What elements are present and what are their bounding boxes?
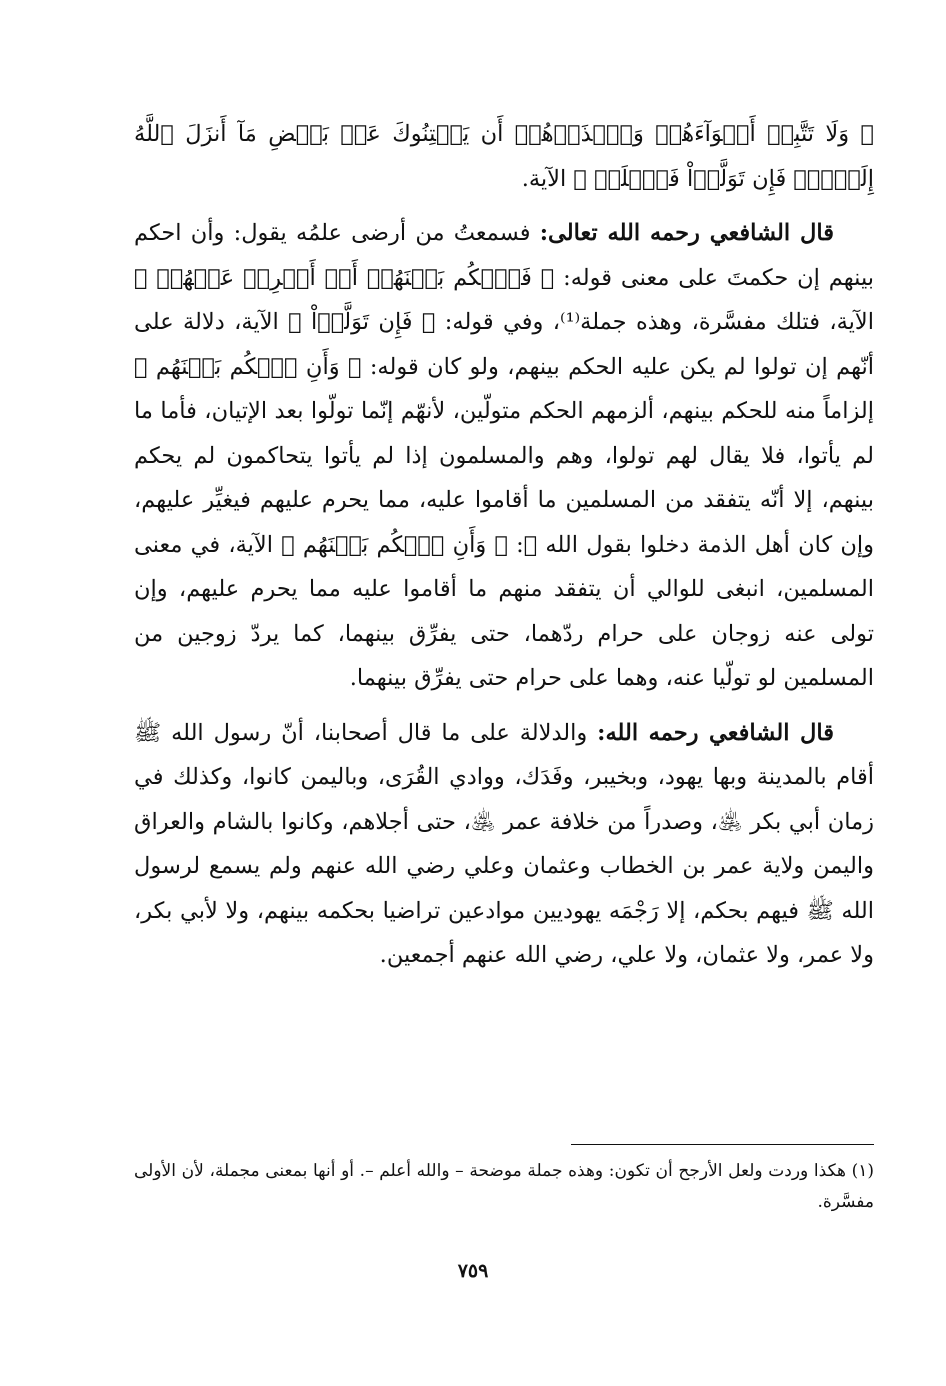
- page-number: ٧٥٩: [457, 1260, 489, 1282]
- paragraph-shafii-1: [134, 211, 874, 701]
- quran-verse: [134, 112, 874, 201]
- footnote: [134, 1156, 874, 1218]
- footnote-marker: (١): [851, 1161, 874, 1181]
- footnote-divider: [571, 1144, 874, 1145]
- paragraph-shafii-2: [134, 711, 874, 978]
- paragraph-text: والدلالة على ما قال أصحابنا، أنّ رسول الله ﷺ أقام بالمدينة وبها يهود، وبخيبر، وفَدَك، ووادي القُرَى، وباليمن كانوا، وكذلك في زمان أبي بكر ﵁، وصدراً من خلافة عمر ﵁، حتى أجلاهم، وكانوا بالشام والعراق واليمن ولاية عمر بن الخطاب وعثمان وعلي رضي الله عنهم ولم يسمع لرسول الله ﷺ فيهم بحكم، إلا رَجْمَه يهوديين موادعين تراضيا بحكمه بينهم، ولا لأبي بكر، ولا عمر، ولا عثمان، ولا علي، رضي الله عنهم أجمعين.: [134, 719, 874, 968]
- paragraph-text: فسمعتُ من أرضى علمُه يقول: وأن احكم بينهم إن حكمتَ على معنى قوله: ﴿ فَٱحۡكُم بَيۡنَهُمۡ أَوۡ أَعۡرِضۡ عَنۡهُمۡ ﴾ الآية، فتلك مفسَّرة، وهذه جملة⁽¹⁾، وفي قوله: ﴿ فَإِن تَوَلَّوۡاْ ﴾ الآية، دلالة على أنّهم إن تولوا لم يكن عليه الحكم بينهم، ولو كان قوله: ﴿ وَأَنِ ٱحۡكُم بَيۡنَهُم ﴾ إلزاماً منه للحكم بينهم، ألزمهم الحكم متولّين، لأنهّم إنّما تولّوا بعد الإتيان، فأما ما لم يأتوا، فلا يقال لهم تولوا، وهم والمسلمون إذا لم يأتوا يتحاكمون لم يحكم بينهم، إلا أنّه يتفقد من المسلمين ما أقاموا عليه، مما يحرم عليهم فيغيِّر عليهم، وإن كان أهل الذمة دخلوا بقول الله ﷻ: ﴿ وَأَنِ ٱحۡكُم بَيۡنَهُم ﴾ الآية، في معنى المسلمين، انبغى للوالي أن يتفقد منهم ما أقاموا عليه مما يحرم عليهم، وإن تولى عنه زوجان على حرام ردّهما، حتى يفرِّق بينهما، كما يردّ زوجين من المسلمين لو تولّيا عنه، وهما على حرام حتى يفرِّق بينهما.: [134, 220, 874, 691]
- verse-text: ﴿ وَلَا تَتَّبِعۡ أَهۡوَآءَهُمۡ وَٱحۡذَرۡهُمۡ أَن يَفۡتِنُوكَ عَنۢ بَعۡضِ مَآ أَنزَلَ ٱللَّهُ إِلَيۡكَۖ فَإِن تَوَلَّوۡاْ فَٱعۡلَمۡ ﴾ الآية.: [134, 121, 874, 192]
- page-body: [134, 112, 874, 988]
- footnote-text: هكذا وردت ولعل الأرجح أن تكون: وهذه جملة موضحة – والله أعلم –. أو أنها بمعنى مجملة، لأن الأولى مفسَّرة.: [134, 1161, 874, 1212]
- paragraph-lead: قال الشافعي رحمه الله تعالى:: [539, 220, 834, 246]
- paragraph-lead: قال الشافعي رحمه الله:: [597, 719, 834, 746]
